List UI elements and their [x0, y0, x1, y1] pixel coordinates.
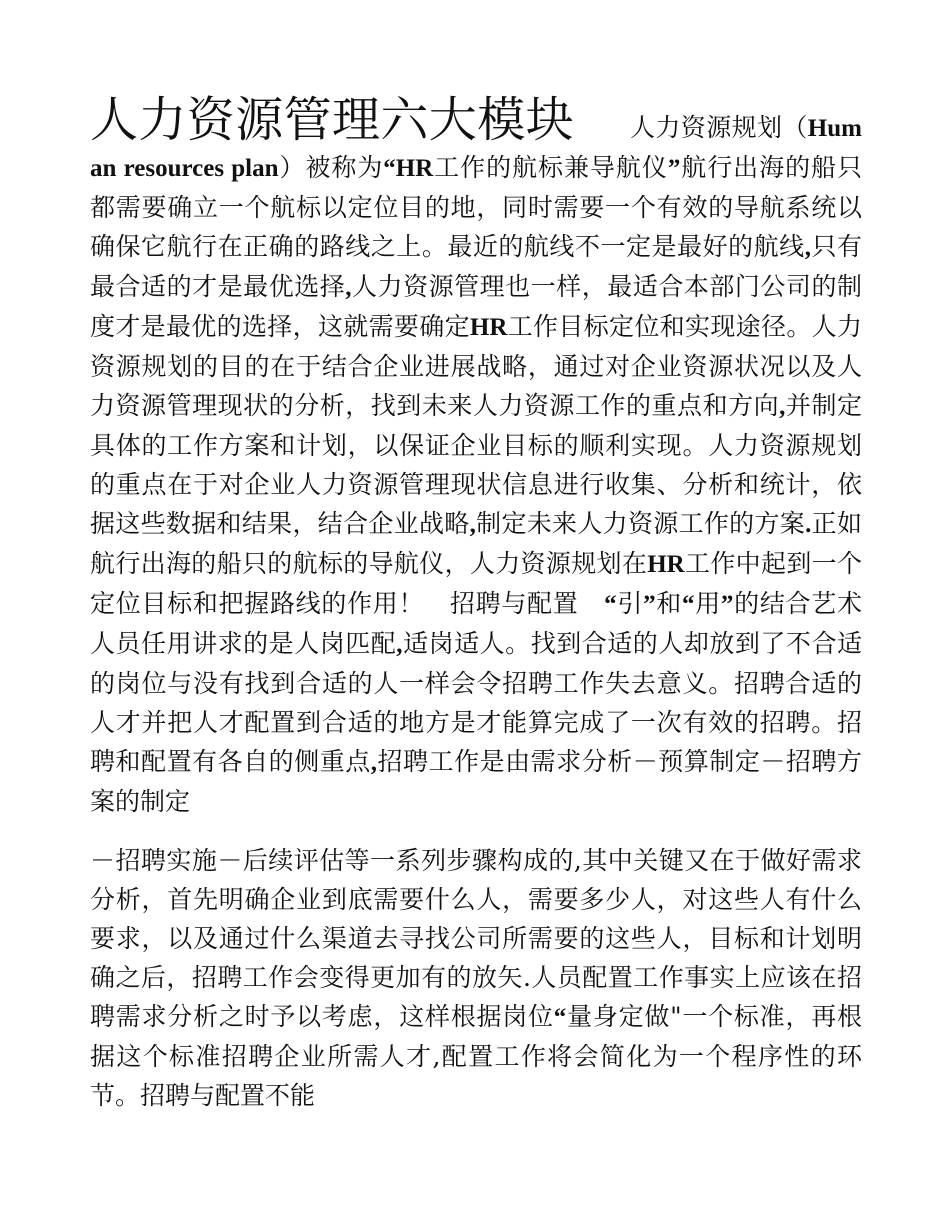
english-term: Human resources plan	[90, 115, 862, 182]
document-page	[90, 92, 887, 1115]
text-segment: 只有最合适的才是最优选择	[90, 232, 862, 301]
punctuation: .	[805, 511, 812, 538]
text-segment: 量身定做"一个标准，再根据这个标准招聘企业所需人才,配置工作将会简化为一个程序性的环节。招聘与配置不能	[90, 1002, 862, 1110]
text-segment: ）被称为	[278, 153, 384, 182]
text-segment: 并制定具体的工作方案和计划，以保证企业目标的顺利实现。人力资源规划的重点在于对企业人力资源管理现状信息进行收集、分析和统计，依据这些数据和结果，结合企业战略	[90, 391, 862, 538]
text-segment: 用	[694, 589, 721, 618]
paragraph-hr-planning	[90, 92, 887, 821]
text-segment: 招聘工作是由需求分析－预算制定－招聘方案的制定	[90, 747, 862, 816]
text-segment: 工作的航标兼导航仪	[433, 153, 668, 182]
text-segment: 人力资源管理也一样，最适合本部门公司的制度才是最优的选择，这就需要确定	[90, 272, 862, 341]
quote-mark: “	[604, 591, 617, 618]
punctuation: ,	[345, 274, 352, 301]
text-segment: －招聘实施－后续评估等一系列步骤构成的,其中关键又在于做好需求分析，首先明确企业到底需要什么人，需要多少人，对这些人有什么要求，以及通过什么渠道去寻找公司所需要的这些人，目标和计划明确之后，招聘工作会变得更加有的放矢.人员配置工作事实上应该在招聘需求分析之时予以考虑，这样根据岗位	[90, 846, 862, 1031]
text-segment: 的结合艺术 人员任用讲求的是人岗匹配	[90, 589, 887, 658]
hr-term: HR	[395, 155, 434, 182]
paragraph-recruitment	[90, 841, 862, 1115]
quote-mark: ”	[667, 155, 681, 182]
punctuation: ,	[469, 511, 476, 538]
quote-mark: ”	[720, 591, 734, 618]
document-title: 人力资源管理六大模块	[90, 92, 574, 148]
quote-mark: “	[553, 1004, 567, 1031]
punctuation: ,	[396, 631, 403, 658]
text-segment: 正如航行出海的船只的航标的导航仪，人力资源规划在	[90, 509, 862, 578]
text-segment: 引	[616, 589, 644, 618]
punctuation: ,	[779, 393, 786, 420]
text-segment: 适岗适人。找到合适的人却放到了不合适的岗位与没有找到合适的人一样会令招聘工作失去意义。招聘合适的人才并把人才配置到合适的地方是才能算完成了一次有效的招聘。招聘和配置有各自的侧重点	[90, 629, 862, 776]
quote-mark: “	[383, 155, 396, 182]
punctuation: ,	[804, 234, 811, 261]
text-segment: 航行出海的船只都需要确立一个航标以定位目的地，同时需要一个有效的导航系统以确保它航行在正确的路线之上。最近的航线不一定是最好的航线	[90, 153, 862, 261]
text-segment: 和	[655, 589, 682, 618]
text-segment: 工作中起到一个定位目标和把握路线的作用！ 招聘与配置	[90, 549, 862, 618]
punctuation: ,	[370, 749, 378, 776]
quote-mark: “	[682, 591, 695, 618]
text-segment: 人力资源规划（	[630, 113, 808, 142]
hr-term: HR	[469, 314, 508, 341]
quote-mark: ”	[643, 591, 656, 618]
hr-term: HR	[647, 551, 685, 578]
text-segment: 制定未来人力资源工作的方案	[475, 509, 806, 538]
text-segment: 工作目标定位和实现途径。人力资源规划的目的在于结合企业进展战略，通过对企业资源状况以及人力资源管理现状的分析，找到未来人力资源工作的重点和方向	[90, 312, 862, 420]
